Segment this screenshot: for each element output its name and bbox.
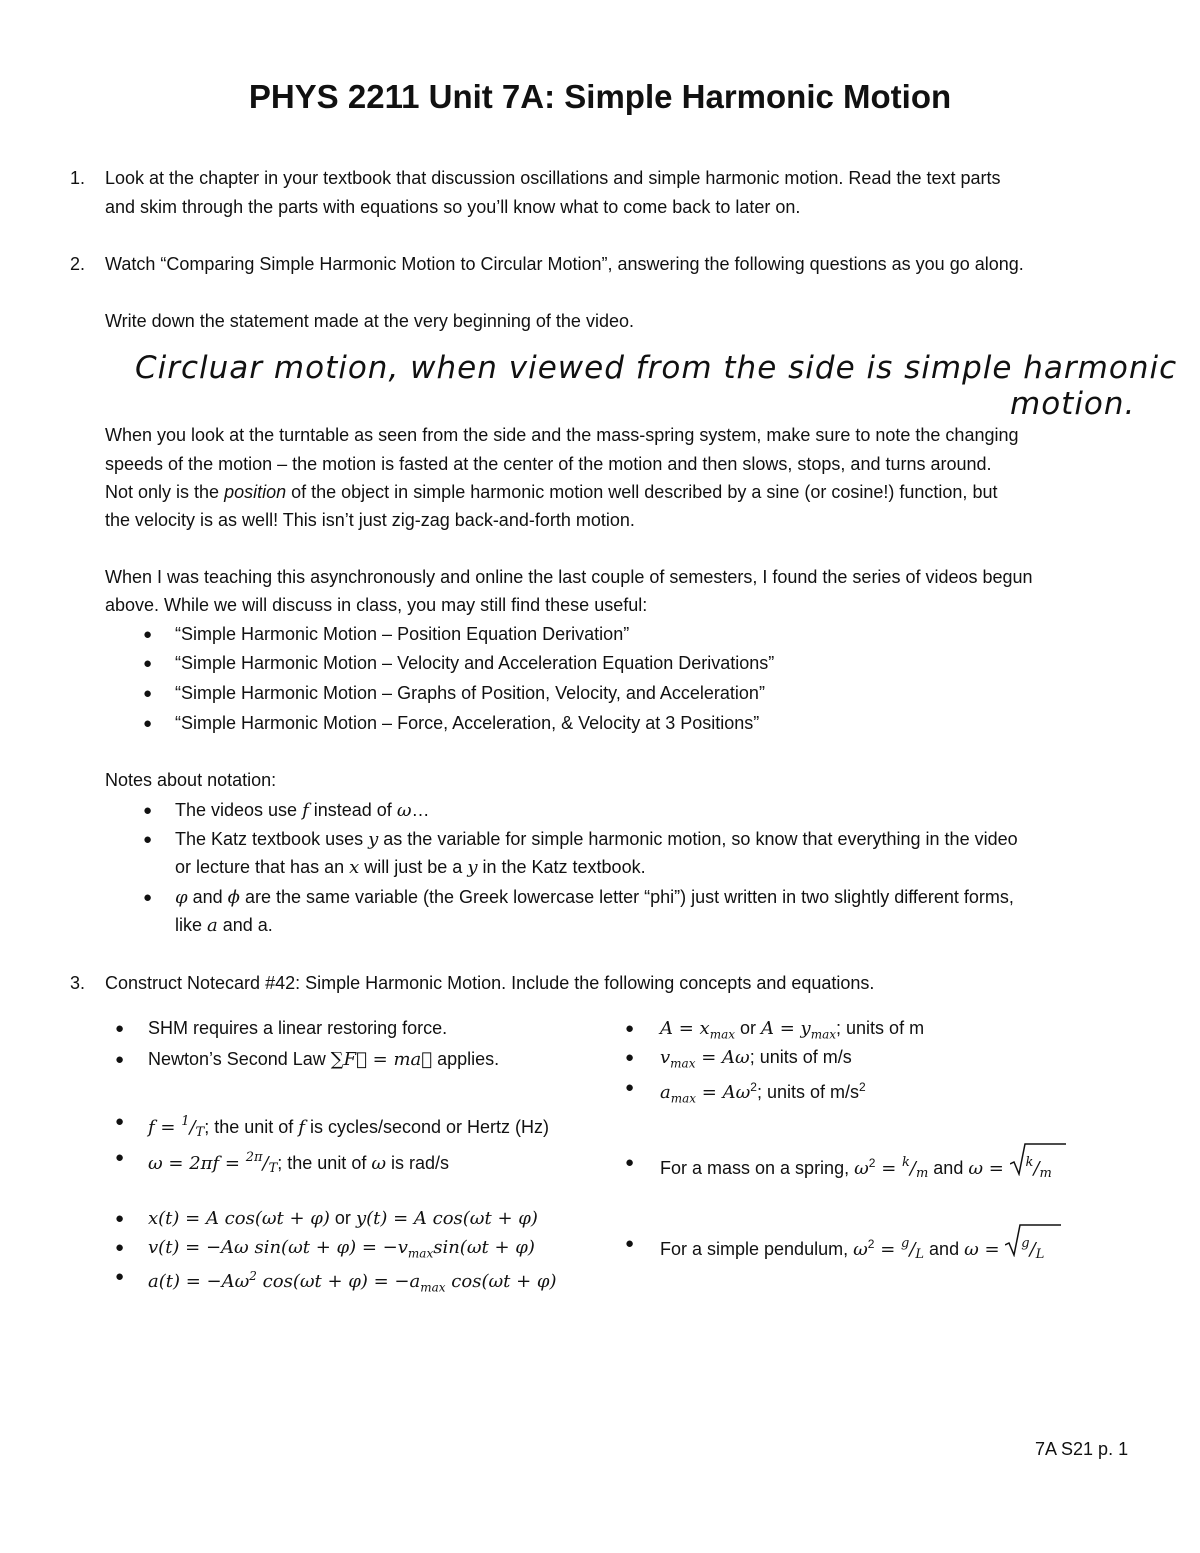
para1-line-2: speeds of the motion – the motion is fasted at the center of the motion and then slows, stops, and turns around. <box>105 454 992 474</box>
video-prompt: Write down the statement made at the very beginning of the video. <box>105 311 634 331</box>
bullet: ● <box>143 831 153 848</box>
bullet: ● <box>625 1049 635 1066</box>
para1-line-1: When you look at the turntable as seen from the side and the mass-spring system, make sure to note the changing <box>105 425 1019 445</box>
bullet: ● <box>143 889 153 906</box>
bullet: ● <box>143 626 153 643</box>
item-1-number: 1. <box>70 168 86 188</box>
card-frequency: $f = ^1/_T$; the unit of f is cycles/second or Hertz (Hz) <box>148 1114 550 1140</box>
card-newton-second-law: Newton’s Second Law ∑F⃗ = ma⃗ applies. <box>148 1049 500 1070</box>
item-1-line-1: Look at the chapter in your textbook that discussion oscillations and simple harmonic motion. Read the text parts <box>105 168 1001 188</box>
bullet: ● <box>625 1079 635 1096</box>
note-3-line-1: φ and ϕ are the same variable (the Greek lowercase letter “phi”) just written in two slightly different forms, <box>175 887 1014 908</box>
page-footer: 7A S21 p. 1 <box>1035 1439 1129 1459</box>
bullet: ● <box>115 1149 125 1166</box>
note-3-line-2: like a and a. <box>175 915 273 936</box>
bullet: ● <box>115 1239 125 1256</box>
bullet: ● <box>143 715 153 732</box>
item-2-number: 2. <box>70 254 86 274</box>
item-1-line-2: and skim through the parts with equations so you’ll know what to come back to later on. <box>105 197 801 217</box>
bullet: ● <box>115 1020 125 1037</box>
card-max-acceleration: $a_{max} = A\omega^2$; units of $m/s^2$ <box>660 1080 866 1106</box>
card-max-velocity: $v_{max} = A\omega$; units of m/s <box>660 1047 852 1071</box>
video-title: “Simple Harmonic Motion – Velocity and Acceleration Equation Derivations” <box>175 653 775 673</box>
bullet: ● <box>143 655 153 672</box>
bullet: ● <box>115 1268 125 1285</box>
card-velocity-equation: v(t) = −Aω $\sin(\omega t + \varphi) = -v_{max}\sin(\omega t + \varphi)$ <box>148 1237 535 1261</box>
bullet: ● <box>115 1210 125 1227</box>
video-title: “Simple Harmonic Motion – Force, Acceleration, & Velocity at 3 Positions” <box>175 713 760 733</box>
note-1: The videos use f instead of ω… <box>175 800 430 821</box>
handwritten-answer-line-1: Circluar motion, when viewed from the side is simple harmonic <box>135 350 1178 386</box>
item-3-line-1: Construct Notecard #42: Simple Harmonic Motion. Include the following concepts and equations. <box>105 973 875 993</box>
handwritten-answer-line-2: motion. <box>1010 386 1136 422</box>
card-position-equation: x(t) = A cos(ωt + φ) or y(t) = A cos(ωt + φ) <box>148 1208 538 1229</box>
bullet: ● <box>625 1154 635 1171</box>
page-title: PHYS 2211 Unit 7A: Simple Harmonic Motion <box>248 78 952 115</box>
card-spring-omega: For a mass on a spring, $\omega^2 = ^k/_m$ and ω = $^k/_m$ <box>660 1148 1052 1188</box>
para2-line-2: above. While we will discuss in class, you may still find these useful: <box>105 595 648 615</box>
bullet: ● <box>143 685 153 702</box>
para1-line-4: the velocity is as well! This isn’t just zig-zag back-and-forth motion. <box>105 510 635 530</box>
notes-heading: Notes about notation: <box>105 770 277 790</box>
card-angular-frequency: $\omega = 2\pi f = ^{2\pi}/_T$; the unit of ω is rad/s <box>148 1150 450 1176</box>
bullet: ● <box>625 1020 635 1037</box>
square-root-icon <box>1010 1142 1066 1176</box>
video-title: “Simple Harmonic Motion – Graphs of Position, Velocity, and Acceleration” <box>175 683 765 703</box>
card-amplitude: $A = x_{max}$ or $A = y_{max}$; units of m <box>660 1018 925 1042</box>
note-2-line-1: The Katz textbook uses y as the variable for simple harmonic motion, so know that everything in the video <box>175 829 1018 850</box>
card-pendulum-omega: For a simple pendulum, $\omega^2 = ^g/_L$ and ω = $^g/_L$ <box>660 1229 1044 1269</box>
para2-line-1: When I was teaching this asynchronously and online the last couple of semesters, I found the series of videos begun <box>105 567 1033 587</box>
note-2-line-2: or lecture that has an x will just be a y in the Katz textbook. <box>175 857 646 878</box>
item-3-number: 3. <box>70 973 86 993</box>
square-root-icon <box>1005 1223 1061 1257</box>
item-2-line-1: Watch “Comparing Simple Harmonic Motion to Circular Motion”, answering the following questions as you go along. <box>105 254 1024 274</box>
bullet: ● <box>115 1051 125 1068</box>
card-restoring-force: SHM requires a linear restoring force. <box>148 1018 448 1038</box>
para1-line-3: Not only is the position of the object in simple harmonic motion well described by a sine (or cosine!) function, but <box>105 482 998 502</box>
card-acceleration-equation: $a(t) = -A\omega^2$ $\cos(\omega t + \varphi) = -a_{max}$ cos(ωt + φ) <box>148 1269 557 1295</box>
bullet: ● <box>625 1235 635 1252</box>
bullet: ● <box>143 802 153 819</box>
video-title: “Simple Harmonic Motion – Position Equation Derivation” <box>175 624 630 644</box>
bullet: ● <box>115 1113 125 1130</box>
